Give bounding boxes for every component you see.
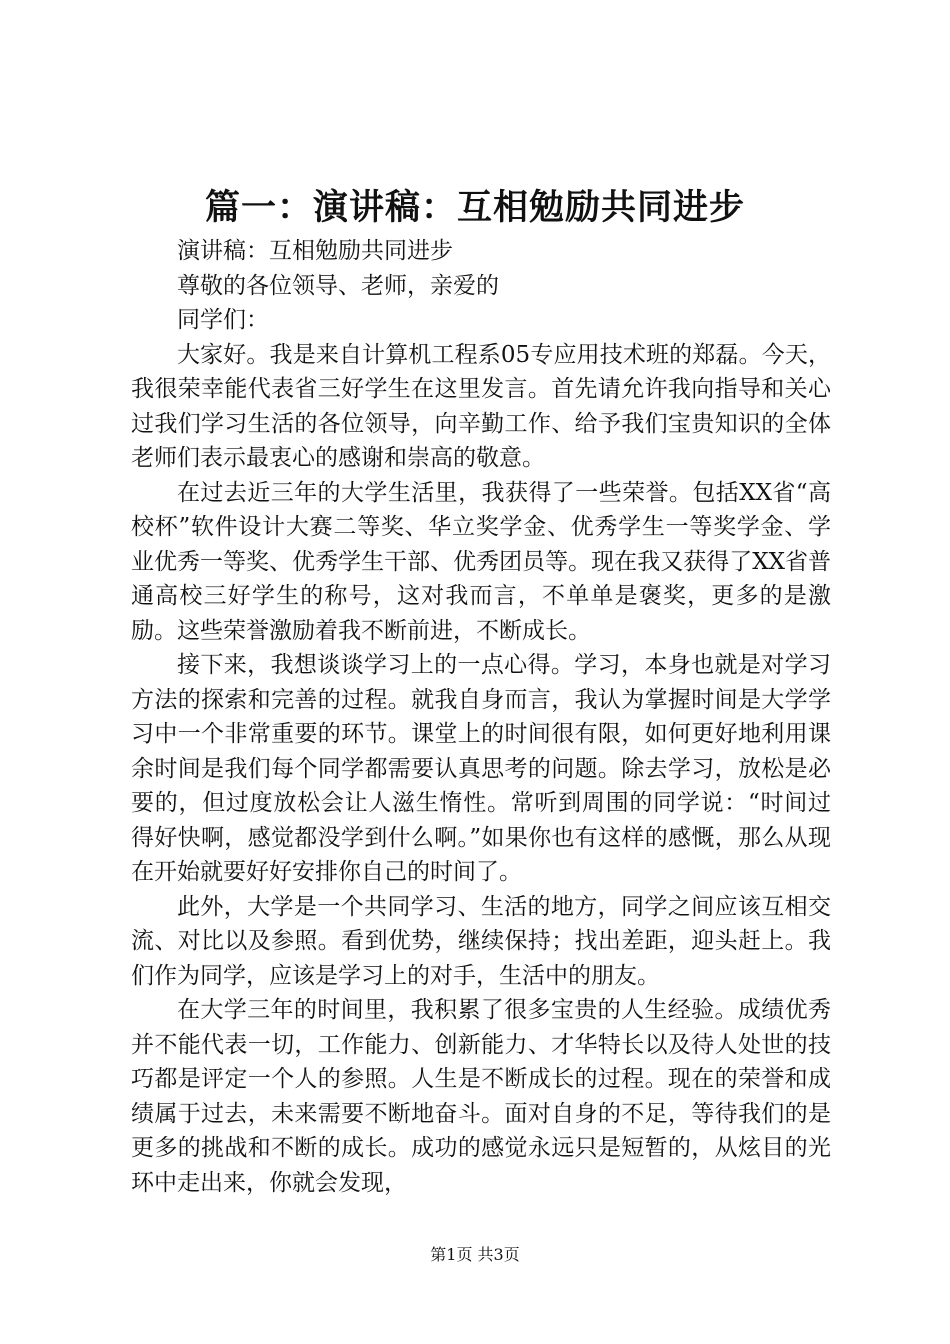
paragraph-study-experience: 接下来，我想谈谈学习上的一点心得。学习，本身也就是对学习方法的探索和完善的过程。就我自身而言，我认为掌握时间是大学学习中一个非常重要的环节。课堂上的时间很有限，如何更好地利用课余时间是我们每个同学都需要认真思考的问题。除去学习，放松是必要的，但过度放松会让人滋生惰性。常听到周围的同学说：“时间过得好快啊，感觉都没学到什么啊。”如果你也有这样的感慨，那么从现在开始就要好好安排你自己的时间了。 (131, 652, 831, 885)
paragraph-honors: 在过去近三年的大学生活里，我获得了一些荣誉。包括XX省“高校杯”软件设计大赛二等奖、华立奖学金、优秀学生一等奖学金、学业优秀一等奖、优秀学生干部、优秀团员等。现在我又获得了XX省普通高校三好学生的称号，这对我而言，不单单是褒奖，更多的是激励。这些荣誉激励着我不断前进，不断成长。 (131, 479, 831, 644)
paragraph-salutation-continued: 同学们： (177, 307, 269, 333)
page-number-footer: 第1页 共3页 (430, 1245, 520, 1264)
paragraph-salutation: 尊敬的各位领导、老师，亲爱的 (177, 272, 499, 299)
paragraph-life-experience: 在大学三年的时间里，我积累了很多宝贵的人生经验。成绩优秀并不能代表一切，工作能力、创新能力、才华特长以及待人处世的技巧都是评定一个人的参照。人生是不断成长的过程。现在的荣誉和成绩属于过去，未来需要不断地奋斗。面对自身的不足，等待我们的是更多的挑战和不断的成长。成功的感觉永远只是短暂的，从炫目的光环中走出来，你就会发现， (131, 997, 831, 1196)
paragraph-greeting: 大家好。我是来自计算机工程系05专应用技术班的郑磊。今天，我很荣幸能代表省三好学生在这里发言。首先请允许我向指导和关心过我们学习生活的各位领导，向辛勤工作、给予我们宝贵知识的全体老师们表示最衷心的感谢和崇高的敬意。 (131, 341, 831, 471)
paragraph-mutual-exchange: 此外，大学是一个共同学习、生活的地方，同学之间应该互相交流、对比以及参照。看到优势，继续保持；找出差距，迎头赶上。我们作为同学，应该是学习上的对手，生活中的朋友。 (131, 893, 831, 989)
paragraph-heading-line: 演讲稿：互相勉励共同进步 (177, 238, 453, 264)
document-title: 篇一：演讲稿：互相勉励共同进步 (204, 187, 745, 228)
document-body (131, 234, 831, 1200)
